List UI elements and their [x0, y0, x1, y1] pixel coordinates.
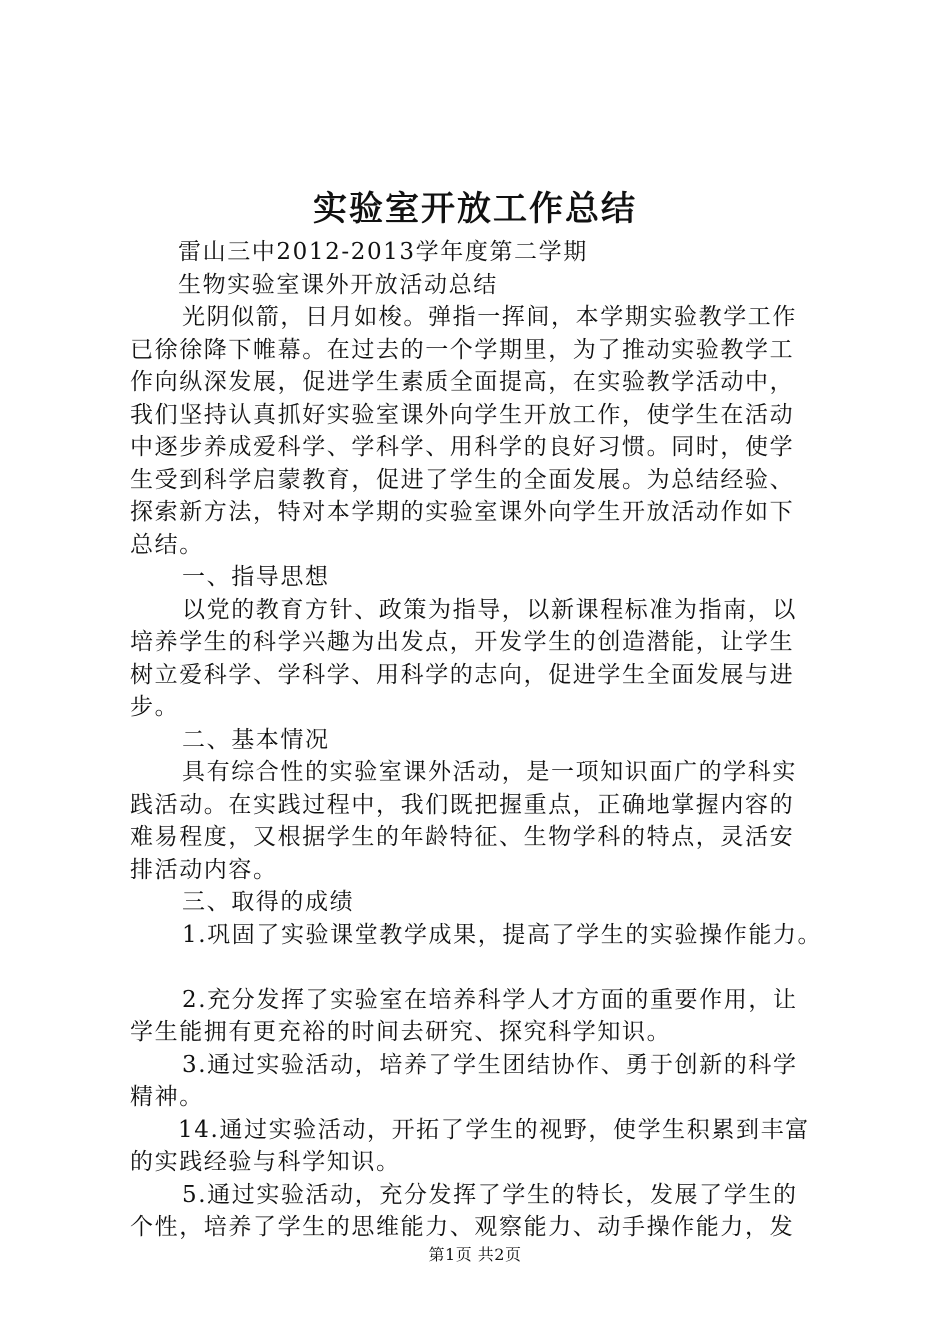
list-item: 5.通过实验活动，充分发挥了学生的特长，发展了学生的 — [182, 1181, 798, 1208]
paragraph-line: 光阴似箭，日月如梭。弹指一挥间，本学期实验教学工作 — [182, 304, 797, 330]
list-item-continuation: 的实践经验与科学知识。 — [130, 1149, 401, 1175]
blank-line — [130, 951, 830, 984]
paragraph-line: 践活动。在实践过程中，我们既把握重点，正确地掌握内容的 — [130, 791, 795, 818]
list-item-continuation: 个性，培养了学生的思维能力、观察能力、动手操作能力，发 — [130, 1214, 795, 1240]
paragraph-line: 难易程度，又根据学生的年龄特征、生物学科的特点，灵活安 — [130, 824, 795, 850]
list-item-continuation: 学生能拥有更充裕的时间去研究、探究科学知识。 — [130, 1019, 672, 1045]
list-item: 1.巩固了实验课堂教学成果，提高了学生的实验操作能力。 — [182, 921, 823, 948]
document-title: 实验室开放工作总结 — [313, 189, 637, 229]
paragraph-line: 总结。 — [130, 531, 204, 558]
list-item-continuation: 精神。 — [130, 1084, 204, 1110]
paragraph-line: 探索新方法，特对本学期的实验室课外向学生开放活动作如下 — [130, 499, 795, 525]
paragraph-line: 树立爱科学、学科学、用科学的志向，促进学生全面发展与进 — [130, 661, 795, 688]
paragraph-line: 中逐步养成爱科学、学科学、用科学的良好习惯。同时，使学 — [130, 434, 795, 460]
subtitle-line: 生物实验室课外开放活动总结 — [178, 271, 498, 298]
document-body — [130, 236, 830, 1244]
list-item: 3.通过实验活动，培养了学生团结协作、勇于创新的科学 — [182, 1051, 798, 1078]
section-heading: 二、基本情况 — [182, 726, 330, 753]
paragraph-line: 以党的教育方针、政策为指导，以新课程标准为指南，以 — [182, 596, 797, 623]
list-item: 14.通过实验活动，开拓了学生的视野，使学生积累到丰富 — [178, 1116, 810, 1143]
section-heading: 一、指导思想 — [182, 564, 330, 590]
list-item: 2.充分发挥了实验室在培养科学人才方面的重要作用，让 — [182, 986, 798, 1013]
paragraph-line: 已徐徐降下帷幕。在过去的一个学期里，为了推动实验教学工 — [130, 336, 795, 363]
page-footer: 第1页 共2页 — [428, 1245, 522, 1264]
paragraph-line: 排活动内容。 — [130, 856, 278, 883]
paragraph-line: 具有综合性的实验室课外活动，是一项知识面广的学科实 — [182, 759, 797, 785]
paragraph-line: 步。 — [130, 694, 180, 720]
paragraph-line: 我们坚持认真抓好实验室课外向学生开放工作，使学生在活动 — [130, 401, 795, 428]
paragraph-line: 生受到科学启蒙教育，促进了学生的全面发展。为总结经验、 — [130, 466, 795, 493]
section-heading: 三、取得的成绩 — [182, 889, 355, 915]
subtitle-line: 雷山三中2012-2013学年度第二学期 — [178, 239, 588, 265]
paragraph-line: 培养学生的科学兴趣为出发点，开发学生的创造潜能，让学生 — [130, 629, 795, 655]
paragraph-line: 作向纵深发展，促进学生素质全面提高，在实验教学活动中， — [130, 369, 795, 395]
